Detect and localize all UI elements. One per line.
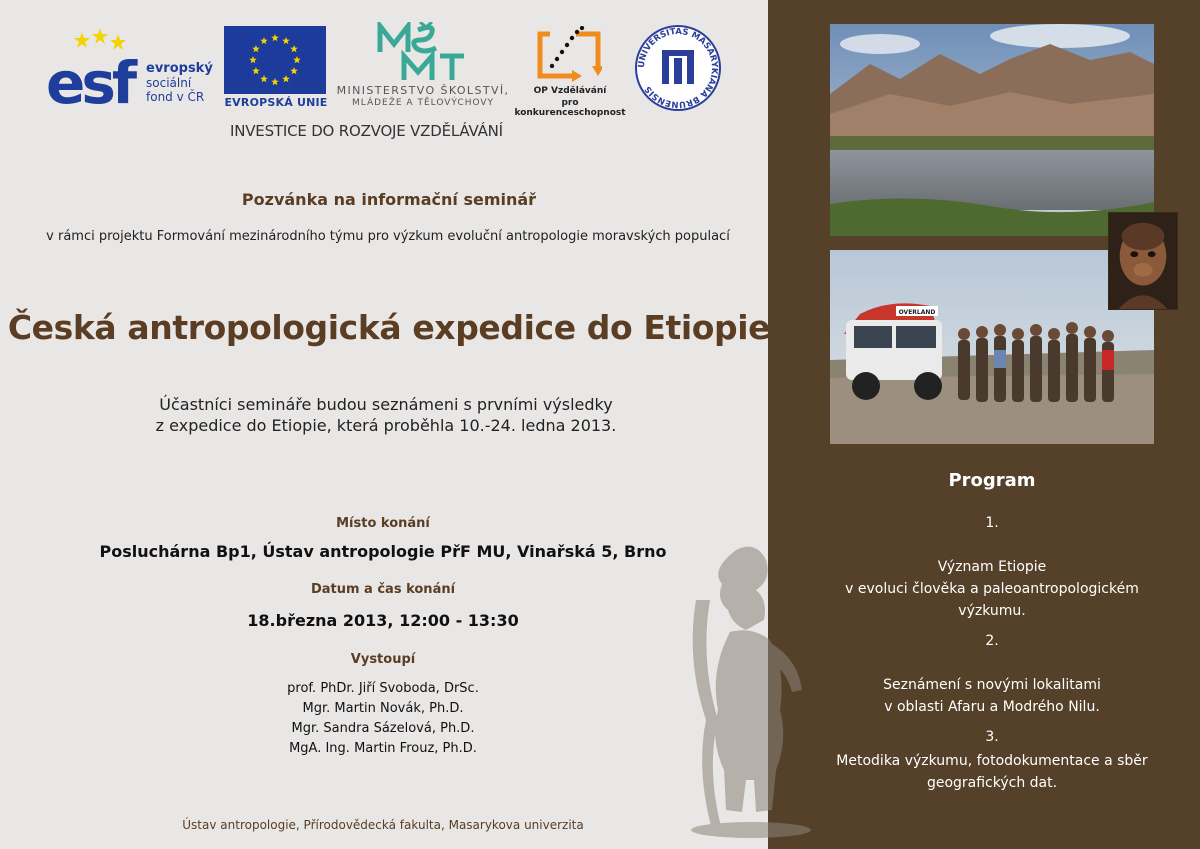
eu-flag-icon xyxy=(224,26,326,94)
program-title: Program xyxy=(948,470,1036,491)
invitation-title: Pozvánka na informační seminář xyxy=(241,190,537,209)
op-mark-icon xyxy=(536,26,602,82)
speaker-name: MgA. Ing. Martin Frouz, Ph.D. xyxy=(289,741,477,756)
invitation-subtitle: v rámci projektu Formování mezinárodního týmu pro výzkum evoluční antropologie moravských populací xyxy=(46,229,730,244)
main-title: Česká antropologická expedice do Etiopie xyxy=(7,308,771,347)
op-logo xyxy=(514,26,630,118)
program-item-line: výzkumu. xyxy=(958,603,1026,619)
expedition-photo xyxy=(830,250,1154,444)
date-value: 18.března 2013, 12:00 - 13:30 xyxy=(247,611,519,630)
date-label: Datum a čas konání xyxy=(310,582,456,597)
esf-line1: evropský xyxy=(146,61,213,76)
op-line1: OP Vzdělávání xyxy=(533,86,607,96)
description xyxy=(0,394,772,436)
venue-value: Posluchárna Bp1, Ústav antropologie PřF MU, Vinařská 5, Brno xyxy=(99,542,667,561)
speaker-name: prof. PhDr. Jiří Svoboda, DrSc. xyxy=(287,681,479,696)
program-list xyxy=(800,512,1184,794)
esf-line3: fond v ČR xyxy=(146,90,205,104)
speakers-list xyxy=(0,679,766,759)
footer: Ústav antropologie, Přírodovědecká fakulta, Masarykova univerzita xyxy=(182,818,584,832)
esf-text xyxy=(146,62,213,104)
program-item-number: 3. xyxy=(985,729,999,745)
program-item-number: 1. xyxy=(985,515,999,531)
mu-seal-text: UNIVERSITAS MASARYKIANA BRUNENSIS xyxy=(636,26,720,110)
esf-logo xyxy=(46,26,214,117)
mu-seal-icon xyxy=(634,24,722,112)
esf-line2: sociální xyxy=(146,76,192,90)
description-line2: z expedice do Etiopie, která proběhla 10.-24. ledna 2013. xyxy=(155,416,617,435)
esf-letters: esf xyxy=(46,49,134,117)
program-item-line: v evoluci člověka a paleoantropologickém xyxy=(845,581,1139,597)
msmt-logo xyxy=(334,22,512,112)
msmt-line2: MLÁDEŽE A TĚLOVÝCHOVY xyxy=(351,98,495,108)
program-item-number: 2. xyxy=(985,633,999,649)
op-line2: pro konkurenceschopnost xyxy=(514,98,626,118)
venue-label: Místo konání xyxy=(336,516,430,531)
program-item-line: Metodika výzkumu, fotodokumentace a sběr xyxy=(836,753,1148,769)
investice-slogan: INVESTICE DO ROZVOJE VZDĚLÁVÁNÍ xyxy=(230,122,503,140)
car-badge-text: OVERLAND xyxy=(898,309,936,316)
program-item-line: Význam Etiopie xyxy=(937,559,1047,575)
description-line1: Účastníci semináře budou seznámeni s prvními výsledky xyxy=(159,395,613,414)
hominid-portrait xyxy=(1108,212,1178,310)
eu-label: EVROPSKÁ UNIE xyxy=(224,96,328,109)
speaker-name: Mgr. Sandra Sázelová, Ph.D. xyxy=(291,721,475,736)
program-item-line: Seznámení s novými lokalitami xyxy=(883,677,1101,693)
program-item-line: v oblasti Afaru a Modrého Nilu. xyxy=(884,699,1100,715)
program-item-line: geografických dat. xyxy=(926,775,1058,791)
landscape-photo xyxy=(830,24,1154,236)
eu-logo xyxy=(224,26,328,110)
msmt-line1: MINISTERSTVO ŠKOLSTVÍ, xyxy=(336,84,510,97)
mu-logo xyxy=(634,24,722,112)
speaker-name: Mgr. Martin Novák, Ph.D. xyxy=(302,701,464,716)
speakers-label: Vystoupí xyxy=(350,652,416,667)
msmt-mark-icon xyxy=(374,22,470,84)
